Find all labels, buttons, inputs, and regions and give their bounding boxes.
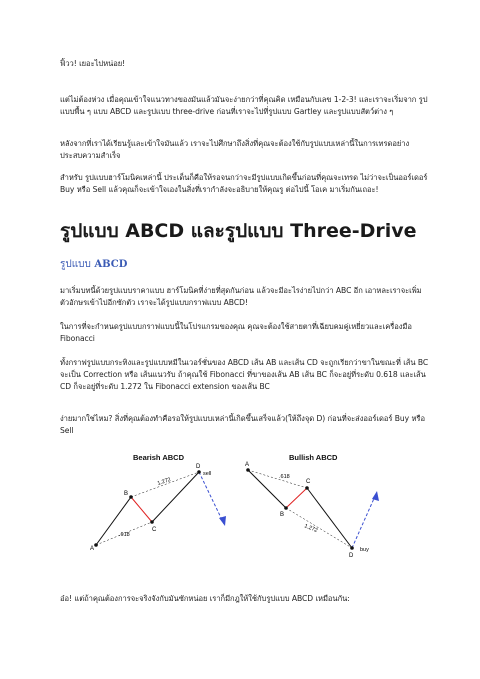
paragraph-3: หลังจากที่เราได้เรียนรู้และเข้าใจมันแล้ว เราจะไปศึกษาถึงสิ่งที่คุณจะต้องใช้กับรูปแบบเหล่านี้ในการเทรดอย่างประสบความสำเร็จ: [60, 139, 410, 160]
bearish-label-d: D: [196, 464, 201, 470]
bearish-bc-correction: [131, 497, 152, 522]
bullish-buy-arrow: [352, 494, 376, 548]
bearish-arrow-head: [219, 516, 226, 526]
bullish-point-c: [305, 486, 309, 490]
bullish-abcd-diagram: [242, 446, 382, 566]
bullish-label-a: A: [245, 462, 250, 468]
bullish-cd-leg: [307, 488, 352, 548]
bearish-label-c: C: [152, 527, 157, 533]
bullish-action-label: buy: [360, 547, 369, 553]
subheading-lead: รูปแบบ: [60, 259, 91, 270]
intro-paragraph: ฟิ้วว! เยอะไปหน่อย!: [60, 59, 126, 68]
bullish-point-a: [246, 468, 250, 472]
paragraph-5: มาเริ่มบทนี้ด้วยรูปแบบราคาแบบ ฮาร์โมนิคที่ง่ายที่สุดกันก่อน แล้วจะมีอะไรง่ายไปกว่า ABC อีก เอาหละเราจะเพิ่มตัวอักษรเข้าไปอีกซักตัว เราจะได้รูปแบบกราฟแบบ ABCD!: [60, 286, 422, 307]
bullish-label-b: B: [280, 512, 285, 518]
paragraph-6: ในการที่จะกำหนดรูปแบบกราฟแบบนี้ในโปรแกรมของคุณ คุณจะต้องใช้สายตาที่เฉียบคมคู่เหยี่ยวและเครื่องมือ Fibonacci: [60, 322, 412, 343]
bullish-figure-title: Bullish ABCD: [289, 453, 338, 462]
bullish-label-d: D: [349, 553, 354, 559]
bullish-point-d: [350, 546, 354, 550]
paragraph-9: อ๋อ! แต่ถ้าคุณต้องการจะจริงจังกับมันซักหน่อย เราก็มีกฎให้ใช้กับรูปแบบ ABCD เหมือนกัน:: [60, 594, 350, 603]
paragraph-4: สำหรับ รูปแบบฮาร์โมนิคเหล่านี้ ประเด็นก็คือให้รอจนกว่าจะมีรูปแบบเกิดขึ้นก่อนที่คุณจะเทรด ไม่ว่าจะเป็นออร์เดอร์ Buy หรือ Sell แล้วคุณก็จะเข้าใจเองในสิ่งที่เรากำลังจะอธิบายให้คุณรู ต่อไปนี้ โอเค มาเริ่มกันเถอะ!: [60, 173, 428, 194]
bullish-bc-correction: [286, 488, 307, 508]
bearish-point-c: [150, 520, 154, 524]
subsection-heading: [60, 258, 127, 272]
bearish-point-b: [129, 495, 133, 499]
section-heading: รูปแบบ ABCD และรูปแบบ Three-Drive: [60, 220, 417, 242]
subheading-rest: ABCD: [90, 259, 128, 270]
bearish-sell-arrow: [199, 472, 224, 524]
bearish-abcd-diagram: [88, 446, 228, 566]
bullish-cd-fib-line: [286, 508, 352, 548]
bullish-label-c: C: [306, 479, 311, 485]
bearish-ratio-cd: 1.272: [156, 476, 172, 487]
bullish-point-b: [284, 506, 288, 510]
bearish-figure-title: Bearish ABCD: [133, 453, 184, 462]
bearish-action-label: sell: [203, 471, 212, 477]
bullish-ratio-ab: .618: [279, 474, 290, 480]
paragraph-7: ทั้งกราฟรูปแบบกระทิงและรูปแบบหมีในเวอร์ชั่นของ ABCD เส้น AB และเส้น CD จะถูกเรียกว่าขาในขณะที่ เส้น BC จะเป็น Correction หรือ เส้นแนวรับ ถ้าคุณใช้ Fibonacci ที่ขาของเส้น AB เส้น BC ก็จะอยู่ที่ระดับ 0.618 และเส้น CD ก็จะอยู่ที่ระดับ 1.272 ใน Fibonacci extension ของเส้น BC: [60, 358, 429, 391]
bearish-ratio-ab: .618: [119, 532, 130, 538]
bearish-label-a: A: [90, 546, 95, 552]
bearish-point-d: [197, 470, 201, 474]
bearish-label-b: B: [124, 491, 129, 497]
bearish-point-a: [94, 543, 98, 547]
paragraph-2: แต่ไม่ต้องห่วง เมื่อคุณเข้าใจแนวทางของมันแล้วมันจะง่ายกว่าที่คุณคิด เหมือนกับเลข 1-2-3! และเราจะเริ่มจาก รูปแบบพื้น ๆ แบบ ABCD และรูปแบบ three-drive ก่อนที่เราจะไปที่รูปแบบ Gartley และรูปแบบสัตว์ต่าง ๆ: [60, 95, 428, 116]
paragraph-8: ง่ายมากใช่ไหม? สิ่งที่คุณต้องทำคือรอให้รูปแบบเหล่านี้เกิดขึ้นเสร็จแล้ว(ให้ถึงจุด D) ก่อนที่จะส่งออร์เดอร์ Buy หรือ Sell: [60, 414, 425, 435]
bullish-ratio-cd: 1.272: [303, 523, 319, 535]
